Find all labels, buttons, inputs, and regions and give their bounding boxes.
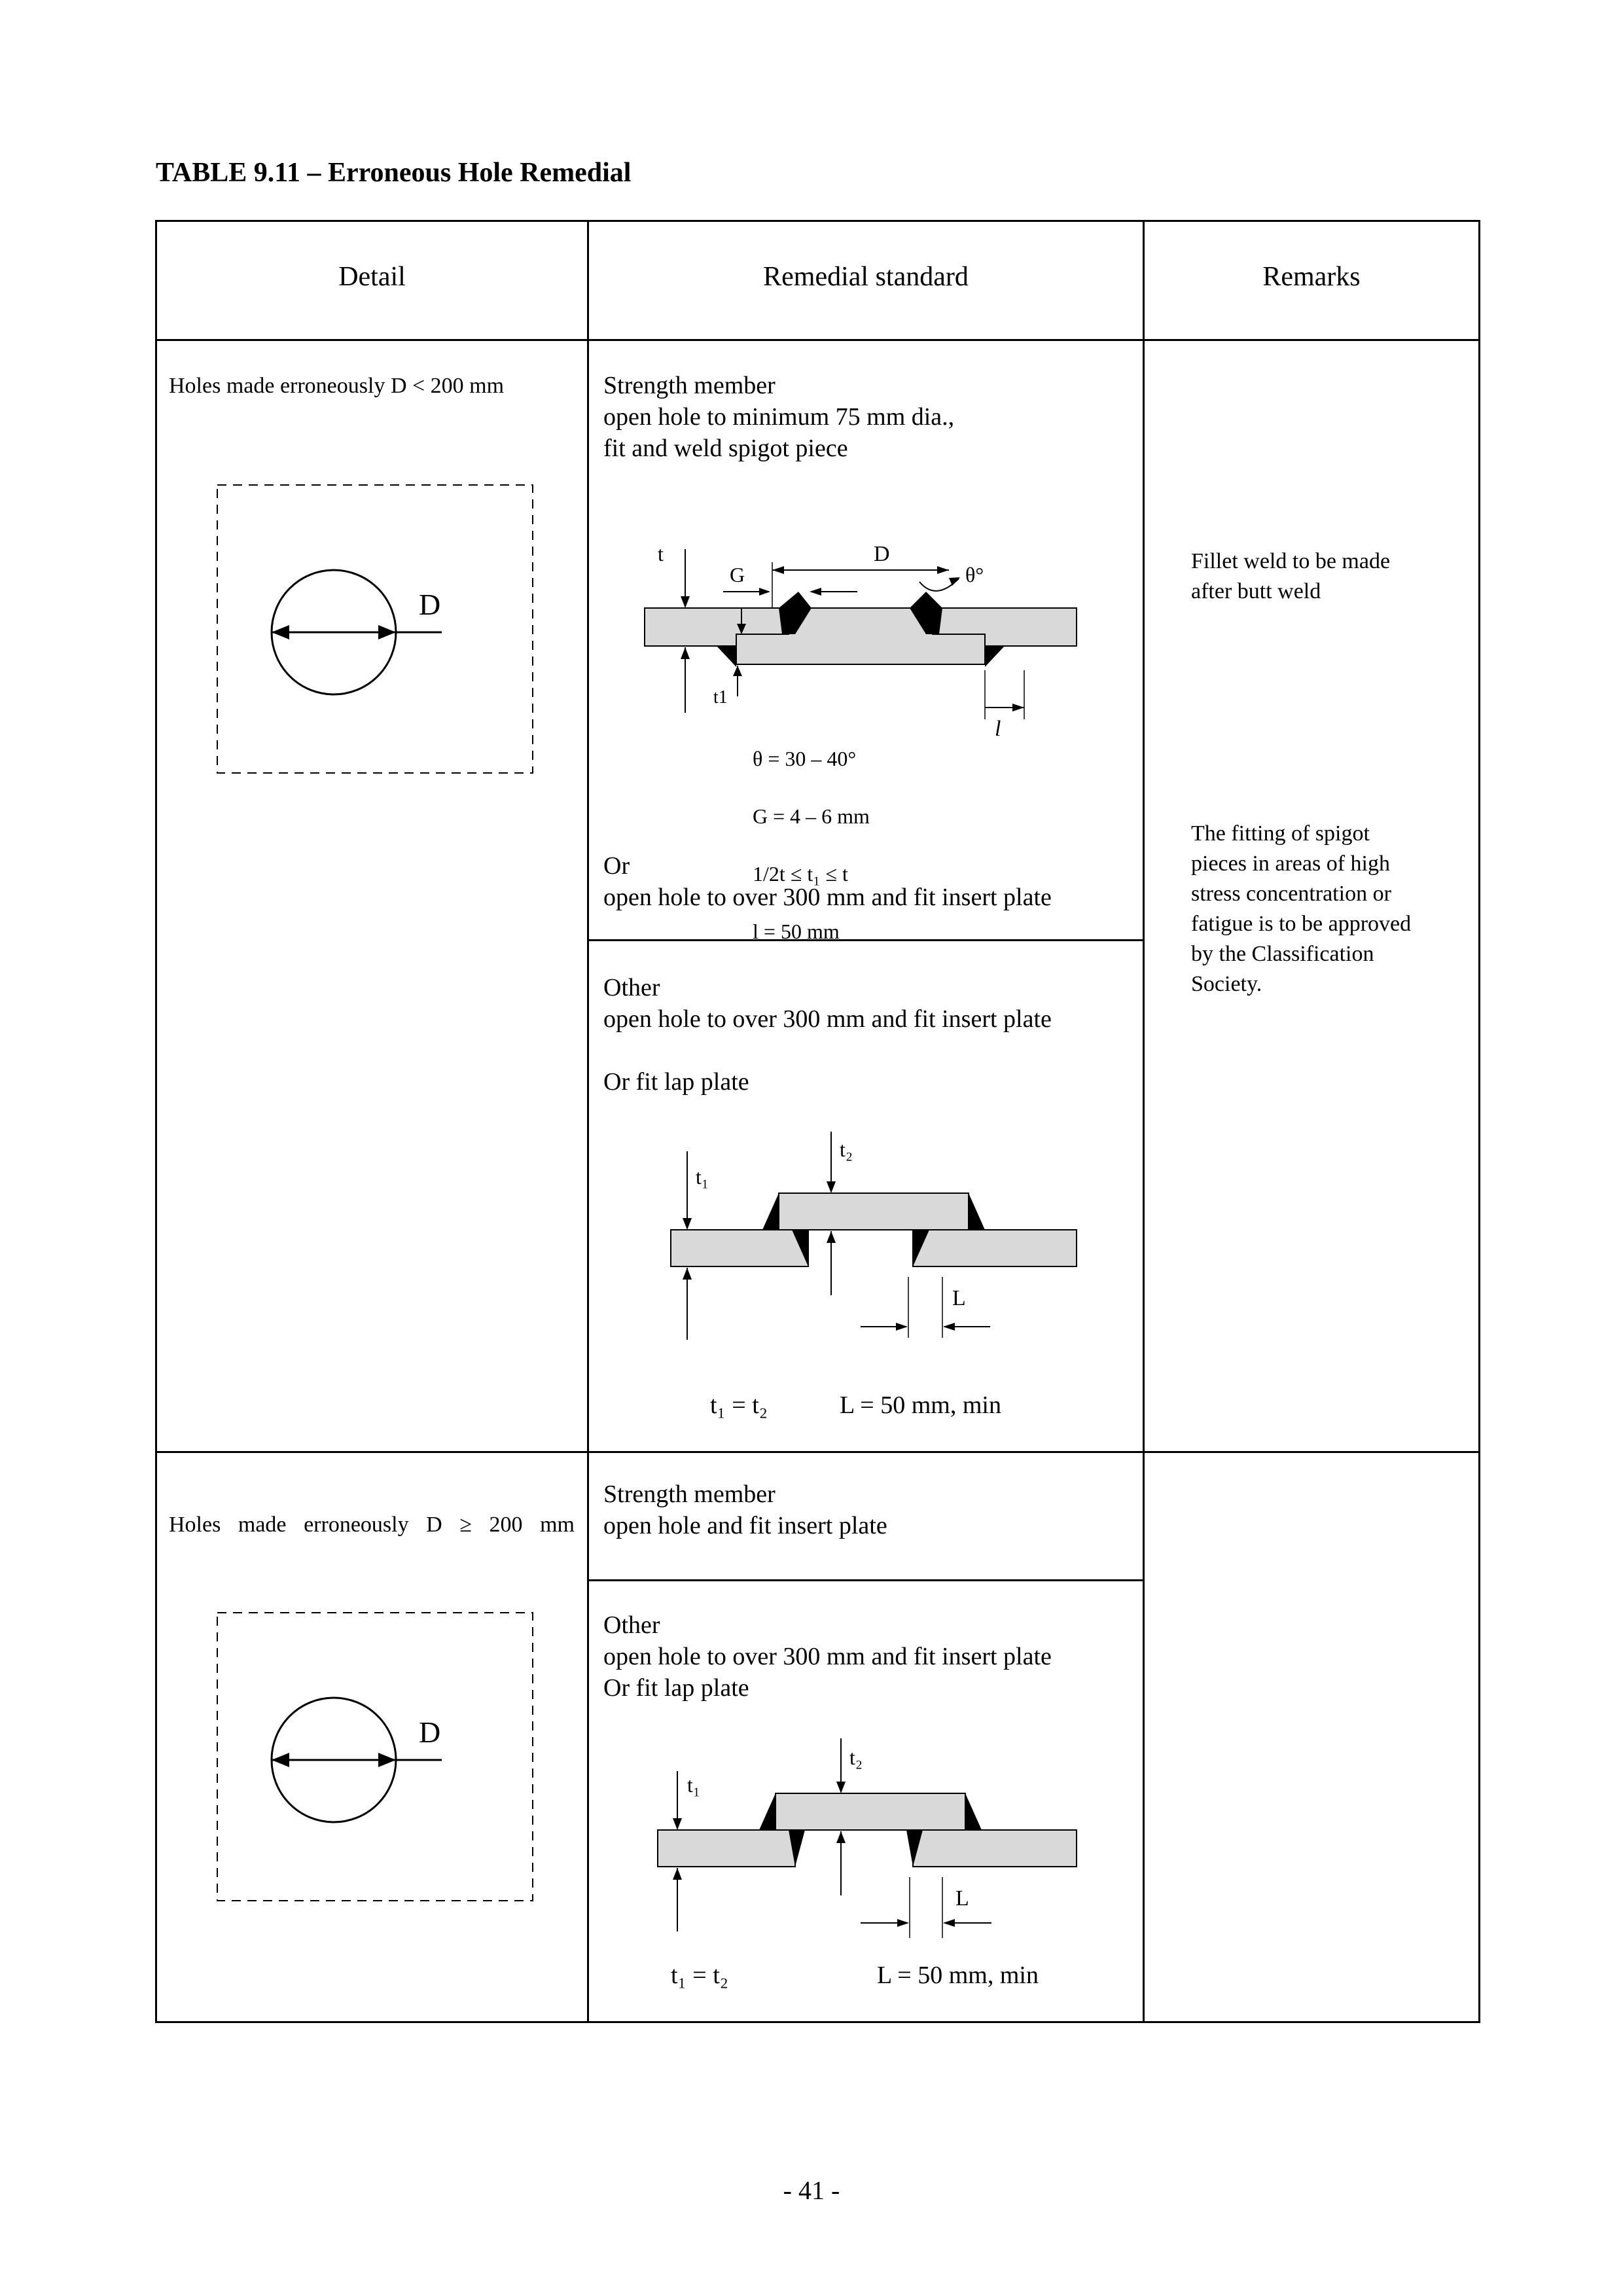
row2-d-label: D	[419, 1715, 441, 1749]
row1-lap-t2-label: t₂	[840, 1138, 853, 1161]
column-divider-1	[587, 222, 589, 2021]
row1-detail-text: Holes made erroneously D < 200 mm	[169, 374, 505, 398]
row1-strength-text: Strength member open hole to minimum 75 mm dia., fit and weld spigot piece	[603, 372, 955, 462]
row1-or-text: Or open hole to over 300 mm and fit insert plate	[603, 852, 1052, 911]
row2-lap-caption-left: t₁ = t₂	[671, 1962, 729, 1989]
column-divider-2	[1143, 222, 1145, 2021]
row2-lap-caption-right: L = 50 mm, min	[877, 1962, 1039, 1989]
row2-lap-t2-label: t₂	[849, 1746, 863, 1769]
spigot-t1-label: t1	[713, 687, 728, 708]
row1-lap-t1-label: t₁	[696, 1165, 709, 1189]
row1-other-text: Other open hole to over 300 mm and fit insert plate	[603, 974, 1052, 1033]
row2-detail-text: Holes made erroneously D ≥ 200 mm	[169, 1513, 575, 1537]
table-title: TABLE 9.11 – Erroneous Hole Remedial	[156, 158, 632, 188]
spigot-g-label: G	[730, 563, 745, 586]
page-number: - 41 -	[783, 2176, 840, 2205]
row2-lap-l-label: L	[955, 1886, 969, 1910]
formula-theta: θ = 30 – 40°	[753, 747, 857, 770]
row2-lap-t1-label: t₁	[687, 1773, 701, 1797]
formula-l: l = 50 mm	[753, 920, 840, 943]
formula-t1: 1/2t ≤ t₁ ≤ t	[753, 862, 848, 886]
row1-lap-text: Or fit lap plate	[603, 1068, 749, 1096]
row1-hole-figure	[216, 484, 537, 778]
remedial-table	[155, 220, 1480, 2023]
spigot-l-label: l	[995, 717, 1001, 741]
spigot-t-label: t	[658, 542, 664, 565]
header-remarks: Remarks	[1262, 262, 1361, 292]
row2-lap-plate-figure	[658, 1732, 1083, 1954]
header-detail: Detail	[338, 262, 406, 292]
header-divider	[157, 339, 1478, 341]
row1-remark-fillet: Fillet weld to be made after butt weld	[1191, 549, 1391, 603]
row2-strength-text: Strength member open hole and fit insert plate	[603, 1480, 887, 1539]
row1-lap-plate-figure	[671, 1132, 1096, 1354]
spigot-weld-figure	[645, 510, 1129, 741]
spigot-theta-label: θ°	[965, 563, 984, 586]
row2-detail-text-line1	[169, 1480, 575, 1540]
header-remedial: Remedial standard	[763, 262, 969, 292]
row2-subdivider	[587, 1579, 1145, 1581]
row-divider	[157, 1451, 1478, 1453]
row1-remark-spigot: The fitting of spigot pieces in areas of high stress concentration or fatigue is to be approved by the Classification Society.	[1191, 821, 1412, 996]
row1-d-label: D	[419, 588, 441, 621]
formula-g: G = 4 – 6 mm	[753, 804, 870, 828]
row2-hole-figure	[216, 1611, 537, 1906]
row1-lap-caption-right: L = 50 mm, min	[840, 1391, 1001, 1419]
spigot-formulas	[753, 715, 1014, 975]
spigot-d-label: D	[874, 542, 890, 566]
row1-lap-caption-left: t₁ = t₂	[710, 1391, 768, 1419]
row1-lap-l-label: L	[952, 1286, 966, 1310]
row2-other-text: Other open hole to over 300 mm and fit insert plate Or fit lap plate	[603, 1611, 1052, 1702]
